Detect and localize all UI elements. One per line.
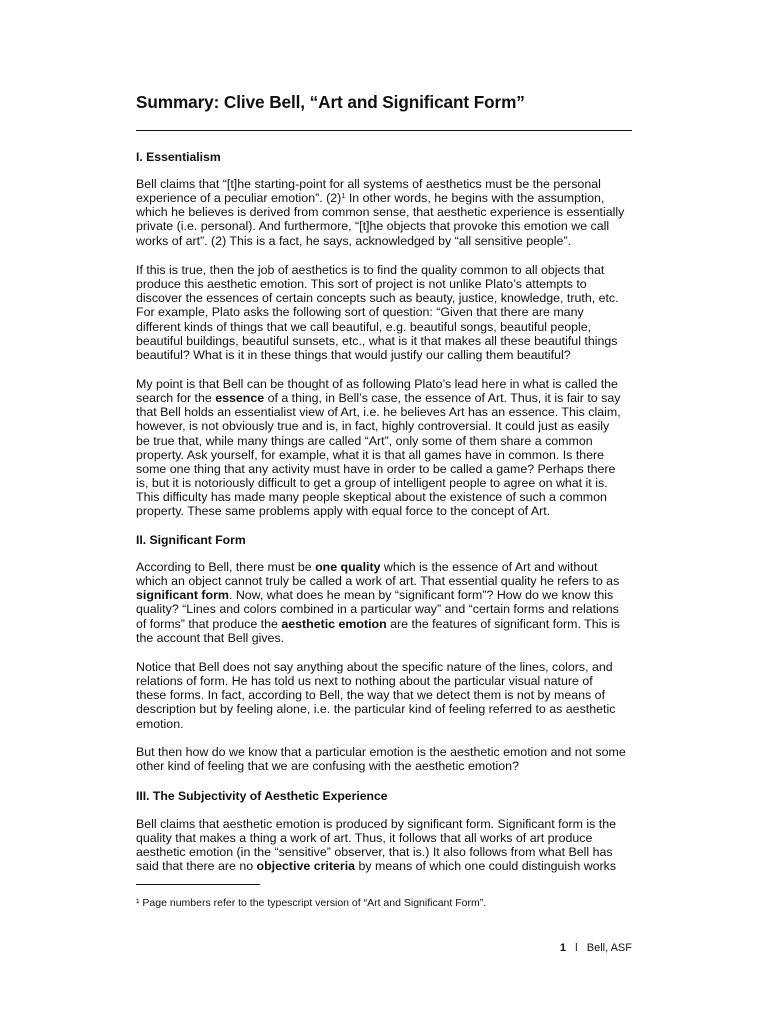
paragraph-line: relations of form. He has told us next to nothing about the particular visual nature of [136, 674, 593, 689]
paragraph-line: experience of a peculiar emotion”. $(2)^1$ In other words, he begins with the assumption, [136, 191, 605, 206]
section-heading-essentialism: I. Essentialism [136, 150, 221, 164]
paragraph-line: said that there are no objective criteria by means of which one could distinguish works [136, 859, 617, 874]
footer-separator: l [575, 942, 578, 954]
paragraph-line: Notice that Bell does not say anything about the specific nature of the lines, colors, and [136, 660, 613, 674]
page-number: 1 [559, 942, 566, 954]
paragraph-line: quality? “Lines and colors combined in a particular way” and “certain forms and relations [136, 602, 619, 617]
section-heading-significant-form: II. Significant Form [136, 533, 246, 547]
paragraph-line: For example, Plato asks the following sort of question: “Given that there are many [136, 305, 584, 320]
paragraph [136, 177, 634, 248]
footer-label: Bell, ASF [586, 942, 632, 954]
paragraph-line: private (i.e. personal). And furthermore, “[t]he objects that provoke this emotion we call [136, 219, 610, 234]
paragraph-line: however, is not obviously true and is, in fact, highly controversial. It could just as easily [136, 419, 610, 434]
paragraph [136, 745, 634, 773]
paragraph-line: Bell claims that “[t]he starting-point for all systems of aesthetics must be the personal [136, 177, 601, 191]
paragraph-line: search for the essence of a thing, in Bell’s case, the essence of Art. Thus, it is fair to say [136, 391, 621, 406]
paragraph [136, 377, 634, 519]
title-divider [136, 130, 632, 131]
paragraph-line: If this is true, then the job of aesthetics is to find the quality common to all objects that [136, 263, 605, 277]
paragraph-line: This difficulty has made many people skeptical about the existence of such a common [136, 490, 607, 505]
paragraph-line: some one thing that any activity must have in order to be called a game? Perhaps there [136, 461, 616, 476]
paragraph-line: emotion. [136, 716, 184, 731]
paragraph-line: be true that, while many things are called “Art”, only some of them share a common [136, 433, 593, 448]
paragraph-line: that Bell holds an essentialist view of Art, i.e. he believes Art has an essence. This claim, [136, 405, 621, 420]
paragraph-line: But then how do we know that a particular emotion is the aesthetic emotion and not some [136, 745, 626, 759]
paragraph [136, 560, 634, 645]
paragraph-line: beautiful buildings, beautiful sunsets, etc., what is it that makes all these beautiful things [136, 333, 618, 348]
footnote-divider [136, 884, 260, 885]
paragraph-line: My point is that Bell can be thought of as following Plato’s lead here in what is called the [136, 377, 618, 391]
paragraph-line: significant form. Now, what does he mean by “significant form”? How do we know this [136, 588, 614, 603]
paragraph-line: the account that Bell gives. [136, 630, 285, 645]
paragraph-line: produce this aesthetic emotion. This sort of project is not unlike Plato’s attempts to [136, 277, 587, 292]
page-title: Summary: Clive Bell, “Art and Significant Form” [136, 92, 525, 112]
paragraph-line: beautiful? What is it in these things that would justify our calling them beautiful? [136, 347, 571, 362]
paragraph-line: Bell claims that aesthetic emotion is produced by significant form. Significant form is the [136, 817, 617, 831]
paragraph-line: works of art”. (2) This is a fact, he says, acknowledged by “all sensitive people”. [136, 233, 572, 248]
paragraph-line: which he believes is derived from common sense, that aesthetic experience is essentially [136, 205, 625, 220]
paragraph-line: which an object cannot truly be called a work of art. That essential quality he refers to as [136, 574, 620, 589]
paragraph-line: is, but it is notoriously difficult to get a group of intelligent people to agree on what it is. [136, 476, 608, 491]
section-heading-subjectivity: III. The Subjectivity of Aesthetic Experience [136, 789, 388, 803]
paragraph-line: property. Ask yourself, for example, what it is that all games have in common. Is there [136, 447, 605, 462]
paragraph [136, 817, 634, 874]
paragraph-line: property. These same problems apply with equal force to the concept of Art. [136, 504, 551, 519]
footnote: ¹ Page numbers refer to the typescript version of “Art and Significant Form”. [136, 897, 487, 909]
paragraph-line: aesthetic emotion (in the “sensitive” observer, that is.) It also follows from what Bell has [136, 845, 613, 860]
paragraph-line: other kind of feeling that we are confusing with the aesthetic emotion? [136, 759, 519, 774]
paragraph-line: quality that makes a thing a work of art. Thus, it follows that all works of art produce [136, 831, 593, 846]
paragraph [136, 263, 634, 362]
paragraph-line: these forms. In fact, according to Bell, the way that we detect them is not by means of [136, 688, 606, 703]
paragraph-line: According to Bell, there must be one quality which is the essence of Art and without [136, 560, 598, 574]
paragraph-line: of forms” that produce the aesthetic emotion are the features of significant form. This is [136, 616, 620, 631]
paragraph [136, 660, 634, 731]
paragraph-line: description but by feeling alone, i.e. the particular kind of feeling referred to as aesthetic [136, 702, 616, 717]
paragraph-line: different kinds of things that we call beautiful, e.g. beautiful songs, beautiful people, [136, 319, 592, 334]
page-footer [560, 942, 632, 954]
paragraph-line: discover the essences of certain concepts such as beauty, justice, knowledge, truth, etc. [136, 291, 619, 306]
